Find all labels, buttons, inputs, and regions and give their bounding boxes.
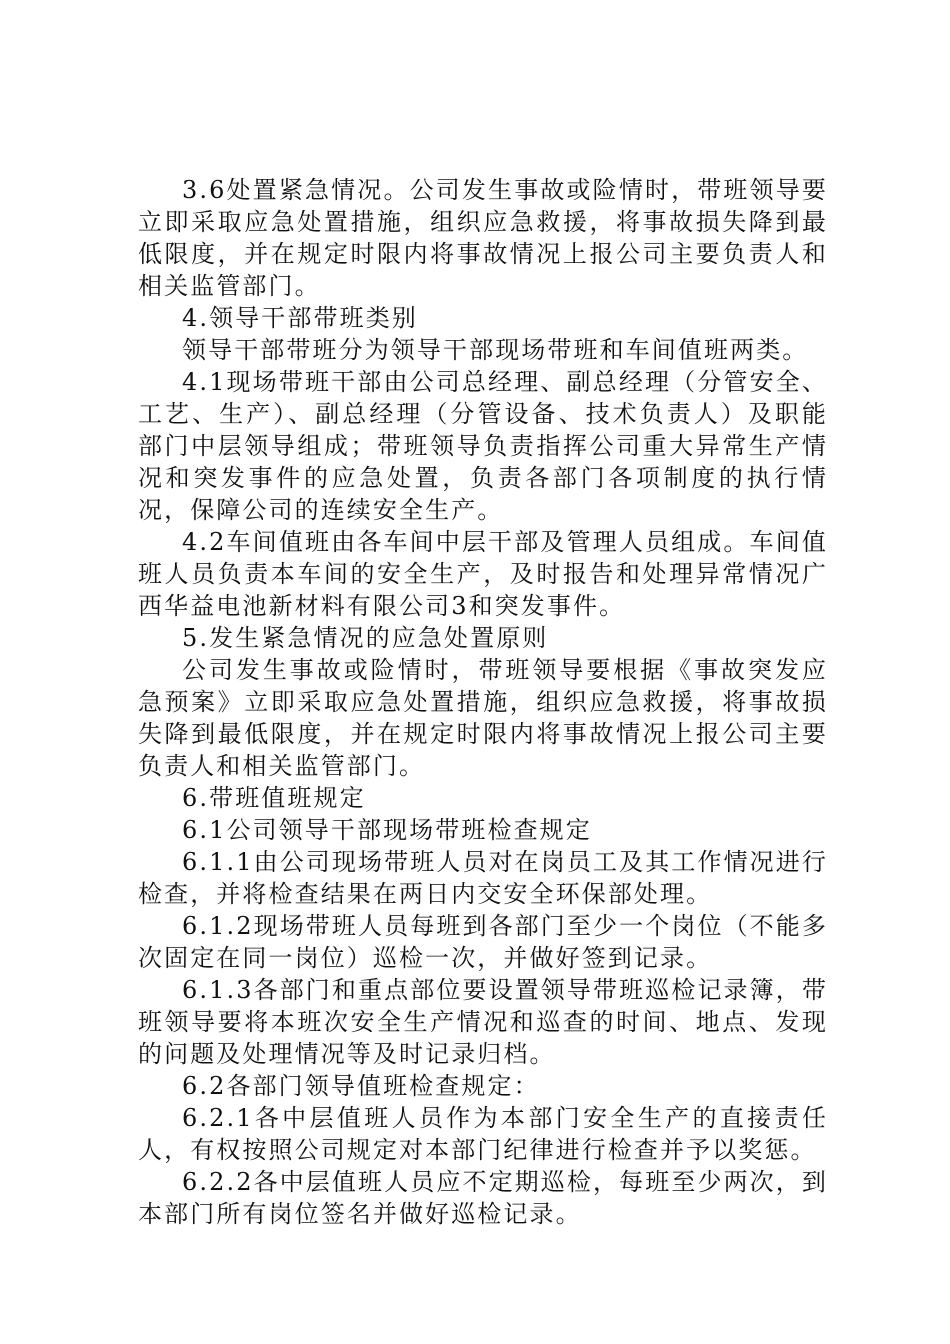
paragraph-6-1-3: 6.1.3各部门和重点部位要设置领导带班巡检记录簿，带班领导要将本班次安全生产情况和巡查的时间、地点、发现的问题及处理情况等及时记录归档。: [138, 976, 828, 1068]
heading-6-1: 6.1公司领导干部现场带班检查规定: [182, 816, 592, 844]
heading-6-2: 6.2各部门领导值班检查规定：: [182, 1072, 540, 1100]
paragraph-6-1-1: 6.1.1由公司现场带班人员对在岗员工及其工作情况进行检查，并将检查结果在两日内交安全环保部处理。: [138, 848, 828, 908]
paragraph-6-1-2: 6.1.2现场带班人员每班到各部门至少一个岗位（不能多次固定在同一岗位）巡检一次，并做好签到记录。: [138, 912, 828, 972]
paragraph-3-6: 3.6处置紧急情况。公司发生事故或险情时，带班领导要立即采取应急处置措施，组织应急救援，将事故损失降到最低限度，并在规定时限内将事故情况上报公司主要负责人和相关监管部门。: [138, 176, 828, 300]
paragraph-4-1: 4.1现场带班干部由公司总经理、副总经理（分管安全、工艺、生产）、副总经理（分管设备、技术负责人）及职能部门中层领导组成；带班领导负责指挥公司重大异常生产情况和突发事件的应急处置，负责各部门各项制度的执行情况，保障公司的连续安全生产。: [138, 368, 828, 524]
paragraph-4-intro: 领导干部带班分为领导干部现场带班和车间值班两类。: [182, 336, 809, 364]
paragraph-6-2-2: 6.2.2各中层值班人员应不定期巡检，每班至少两次，到本部门所有岗位签名并做好巡检记录。: [138, 1168, 828, 1228]
paragraph-5-body: 公司发生事故或险情时，带班领导要根据《事故突发应急预案》立即采取应急处置措施，组织应急救援，将事故损失降到最低限度，并在规定时限内将事故情况上报公司主要负责人和相关监管部门。: [138, 656, 828, 780]
heading-6: 6.带班值班规定: [182, 784, 366, 812]
paragraph-6-2-1: 6.2.1各中层值班人员作为本部门安全生产的直接责任人，有权按照公司规定对本部门纪律进行检查并予以奖惩。: [138, 1104, 828, 1164]
heading-5: 5.发生紧急情况的应急处置原则: [182, 624, 549, 652]
document-body: [138, 174, 828, 1230]
heading-4: 4.领导干部带班类别: [182, 304, 418, 332]
paragraph-4-2: 4.2车间值班由各车间中层干部及管理人员组成。车间值班人员负责本车间的安全生产，及时报告和处理异常情况广西华益电池新材料有限公司3和突发事件。: [138, 528, 828, 620]
